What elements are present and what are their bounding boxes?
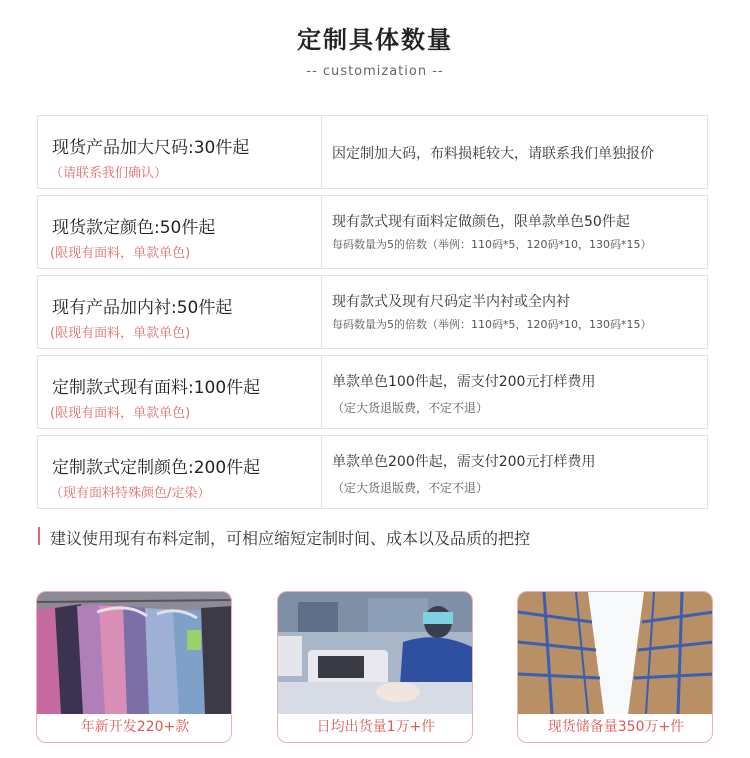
- feature-card-stock-reserve: [517, 591, 713, 743]
- feature-cards: [36, 591, 714, 743]
- page-subtitle: -- customization --: [306, 64, 444, 79]
- accent-bar: [38, 527, 40, 545]
- row-right-cell: [332, 356, 699, 428]
- row-note-text: （现有面料特殊颜色/定染）: [50, 486, 211, 501]
- card-caption: 日均出货量1万+件: [316, 719, 436, 735]
- table-row: [37, 355, 708, 429]
- card-caption: 现货储备量350万+件: [547, 719, 685, 735]
- row-left-cell: [50, 356, 318, 428]
- row-description-detail: 每码数量为5的倍数（举例：110码*5，120码*10，130码*15）: [332, 318, 652, 331]
- row-description-detail: 每码数量为5的倍数（举例：110码*5，120码*10，130码*15）: [332, 238, 652, 251]
- row-note-text: (限现有面料，单款单色): [50, 246, 191, 261]
- warehouse-photo: [518, 592, 713, 714]
- row-note-text: (限现有面料，单款单色): [50, 326, 191, 341]
- sewing-workshop-photo: [278, 592, 473, 714]
- row-note-text: （请联系我们确认）: [50, 166, 168, 181]
- row-description: 因定制加大码，布料损耗较大，请联系我们单独报价: [332, 146, 654, 162]
- row-main-text: 现有产品加内衬:50件起: [52, 298, 233, 318]
- page-title: 定制具体数量: [297, 26, 453, 54]
- feature-card-daily-shipping: [277, 591, 473, 743]
- card-caption: 年新开发220+款: [80, 719, 190, 735]
- row-main-text: 定制款式现有面料:100件起: [52, 378, 261, 398]
- column-divider: [321, 196, 322, 268]
- row-right-cell: [332, 196, 699, 268]
- quantity-table: [37, 115, 708, 515]
- column-divider: [321, 276, 322, 348]
- table-row: [37, 435, 708, 509]
- row-description: 单款单色100件起，需支付200元打样费用: [332, 374, 596, 390]
- row-right-cell: [332, 276, 699, 348]
- row-description-detail: （定大货退版费，不定不退）: [332, 401, 489, 415]
- row-main-text: 定制款式定制颜色:200件起: [52, 458, 261, 478]
- suggestion-text: 建议使用现有布料定制，可相应缩短定制时间、成本以及品质的把控: [50, 529, 531, 548]
- row-left-cell: [50, 436, 318, 508]
- row-description: 单款单色200件起，需支付200元打样费用: [332, 454, 596, 470]
- table-row: [37, 115, 708, 189]
- row-note-text: (限现有面料，单款单色): [50, 406, 191, 421]
- feature-card-new-styles: [36, 591, 232, 743]
- row-main-text: 现货款定颜色:50件起: [52, 218, 216, 238]
- table-row: [37, 275, 708, 349]
- row-left-cell: [50, 276, 318, 348]
- column-divider: [321, 116, 322, 188]
- row-description: 现有款式及现有尺码定半内衬或全内衬: [332, 294, 570, 310]
- clothing-rack-photo: [37, 592, 232, 714]
- row-main-text: 现货产品加大尺码:30件起: [52, 138, 250, 158]
- row-right-cell: [332, 436, 699, 508]
- column-divider: [321, 356, 322, 428]
- column-divider: [321, 436, 322, 508]
- row-left-cell: [50, 116, 318, 188]
- row-description-detail: （定大货退版费，不定不退）: [332, 481, 489, 495]
- table-row: [37, 195, 708, 269]
- row-left-cell: [50, 196, 318, 268]
- row-description: 现有款式现有面料定做颜色，限单款单色50件起: [332, 214, 630, 230]
- row-right-cell: [332, 116, 699, 188]
